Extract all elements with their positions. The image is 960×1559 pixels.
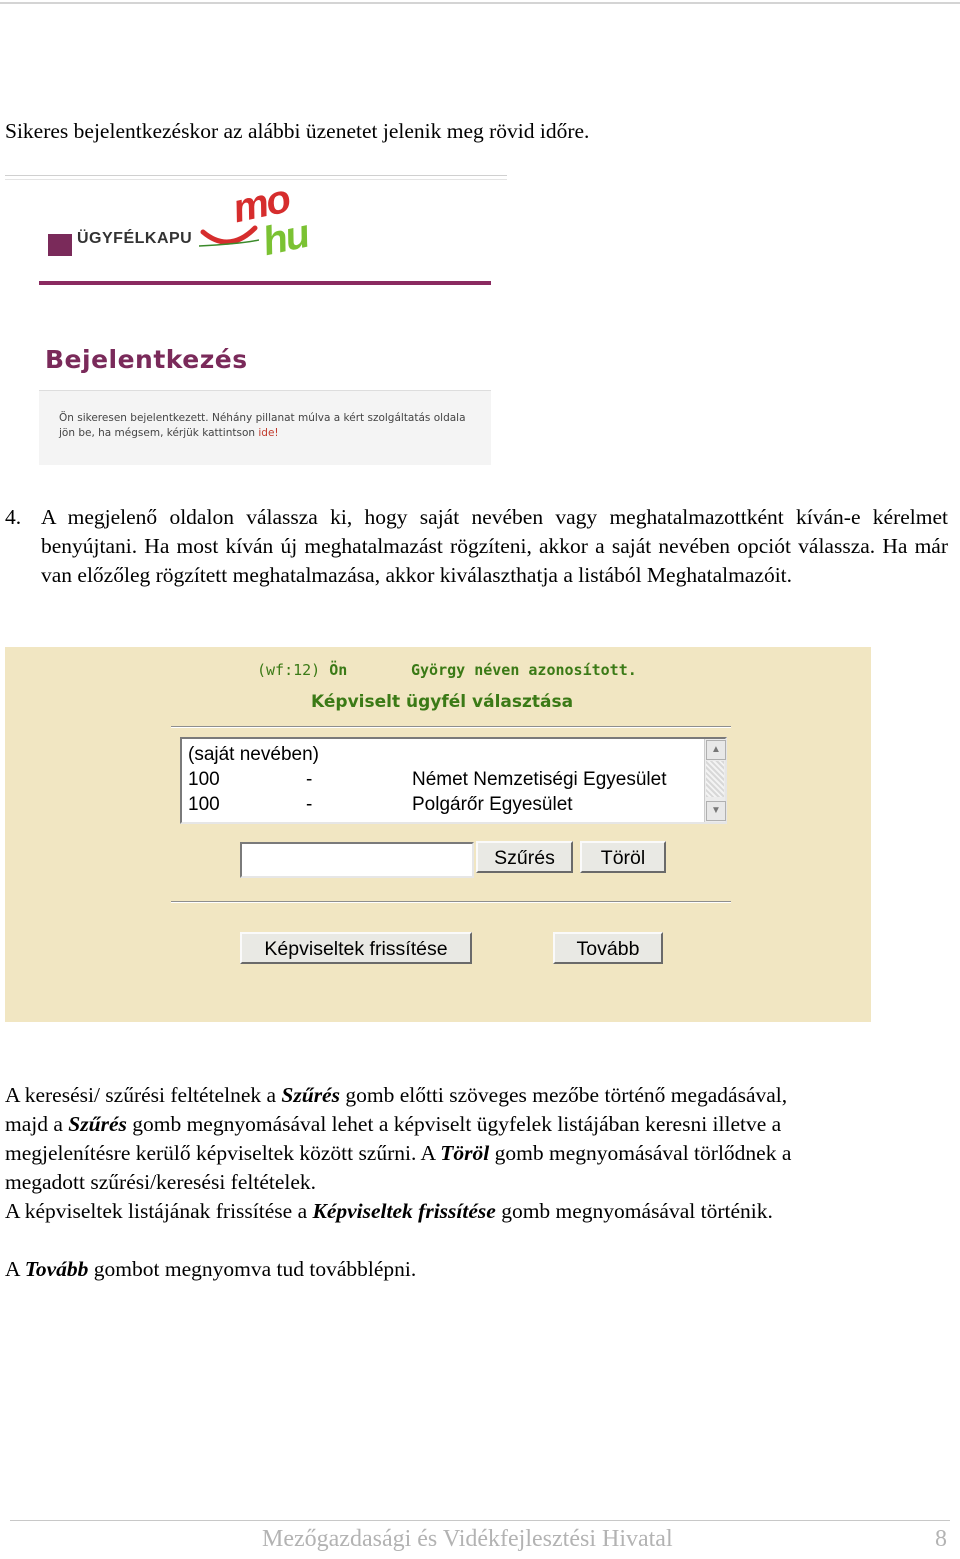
panel-divider-bottom bbox=[171, 901, 731, 903]
panel-divider-top bbox=[171, 726, 731, 728]
page-number: 8 bbox=[935, 1526, 947, 1552]
logo-hu: hu bbox=[258, 211, 312, 265]
next-button[interactable]: Tovább bbox=[553, 932, 663, 964]
explanation-refresh-sentence: A képviseltek listájának frissítése a Képviseltek frissítése gomb megnyomásával történik. bbox=[5, 1199, 773, 1223]
footer-rule bbox=[10, 1520, 950, 1521]
status-name: György néven azonosított. bbox=[411, 661, 637, 679]
status-prefix: (wf:12) bbox=[257, 661, 321, 679]
step-text: A megjelenő oldalon válassza ki, hogy saját nevében vagy meghatalmazottként kíván-e kérelmet benyújtani. Ha most kíván új meghatalmazást rögzíteni, akkor a saját nevében opciót válassza. Ha már van előzőleg rögzített meghatalmazása, akkor kiválaszthatja a listából Meghatalmazóit. bbox=[41, 505, 948, 587]
filter-button[interactable]: Szűrés bbox=[476, 841, 573, 873]
footer-org: Mezőgazdasági és Vidékfejlesztési Hivatal bbox=[262, 1526, 673, 1552]
client-select-panel bbox=[5, 647, 871, 1022]
client-listbox[interactable] bbox=[180, 737, 727, 824]
list-option[interactable]: (saját nevében) bbox=[188, 744, 319, 765]
panel-status bbox=[257, 661, 637, 679]
scroll-up-icon[interactable]: ▲ bbox=[706, 740, 726, 760]
top-rule bbox=[0, 2, 960, 4]
filter-input[interactable] bbox=[240, 842, 474, 878]
list-option[interactable]: 100 - Német Nemzetiségi Egyesület bbox=[188, 769, 667, 790]
login-message bbox=[59, 411, 466, 441]
explanation bbox=[5, 1081, 935, 1284]
refresh-representatives-button[interactable]: Képviseltek frissítése bbox=[240, 932, 472, 964]
intro-text: Sikeres bejelentkezéskor az alábbi üzenetet jelenik meg rövid időre. bbox=[5, 119, 590, 143]
login-top-line bbox=[5, 175, 507, 180]
login-header-bar bbox=[39, 281, 491, 285]
list-scrollbar[interactable] bbox=[704, 739, 725, 822]
login-message-line2: jön be, ha mégsem, kérjük kattintson bbox=[59, 427, 259, 439]
scroll-thumb[interactable] bbox=[706, 761, 724, 797]
explanation-paragraph: A keresési/ szűrési feltételnek a Szűrés gomb előtti szöveges mezőbe történő megadásával, majd a Szűrés gomb megnyomásával lehet a képviselt ügyfelek listájában keresni illetve a megjelenítésre kerülő képviseltek között szűrni. A Töröl gomb megnyomásával törlődnek a megadott szűrési/keresési feltételek. bbox=[5, 1083, 792, 1194]
clear-button[interactable]: Töröl bbox=[580, 841, 666, 873]
panel-title: Képviselt ügyfél választása bbox=[311, 692, 574, 712]
status-on: Ön bbox=[329, 661, 348, 679]
logo-mo: mo bbox=[228, 176, 293, 232]
scroll-down-icon[interactable]: ▼ bbox=[706, 801, 726, 821]
explanation-next-sentence: A Tovább gombot megnyomva tud továbblépni. bbox=[5, 1257, 417, 1281]
list-option[interactable]: 100 - Polgárőr Egyesület bbox=[188, 794, 573, 815]
login-title: Bejelentkezés bbox=[45, 345, 248, 374]
brand-square-icon bbox=[48, 234, 72, 256]
brand-text: ÜGYFÉLKAPU bbox=[77, 230, 193, 247]
login-here-link[interactable]: ide! bbox=[258, 427, 279, 439]
step-number: 4. bbox=[5, 505, 22, 529]
login-message-line1: Ön sikeresen bejelentkezett. Néhány pillanat múlva a kért szolgáltatás oldala bbox=[59, 412, 466, 424]
login-screenshot bbox=[5, 172, 507, 468]
login-message-box bbox=[39, 390, 491, 465]
